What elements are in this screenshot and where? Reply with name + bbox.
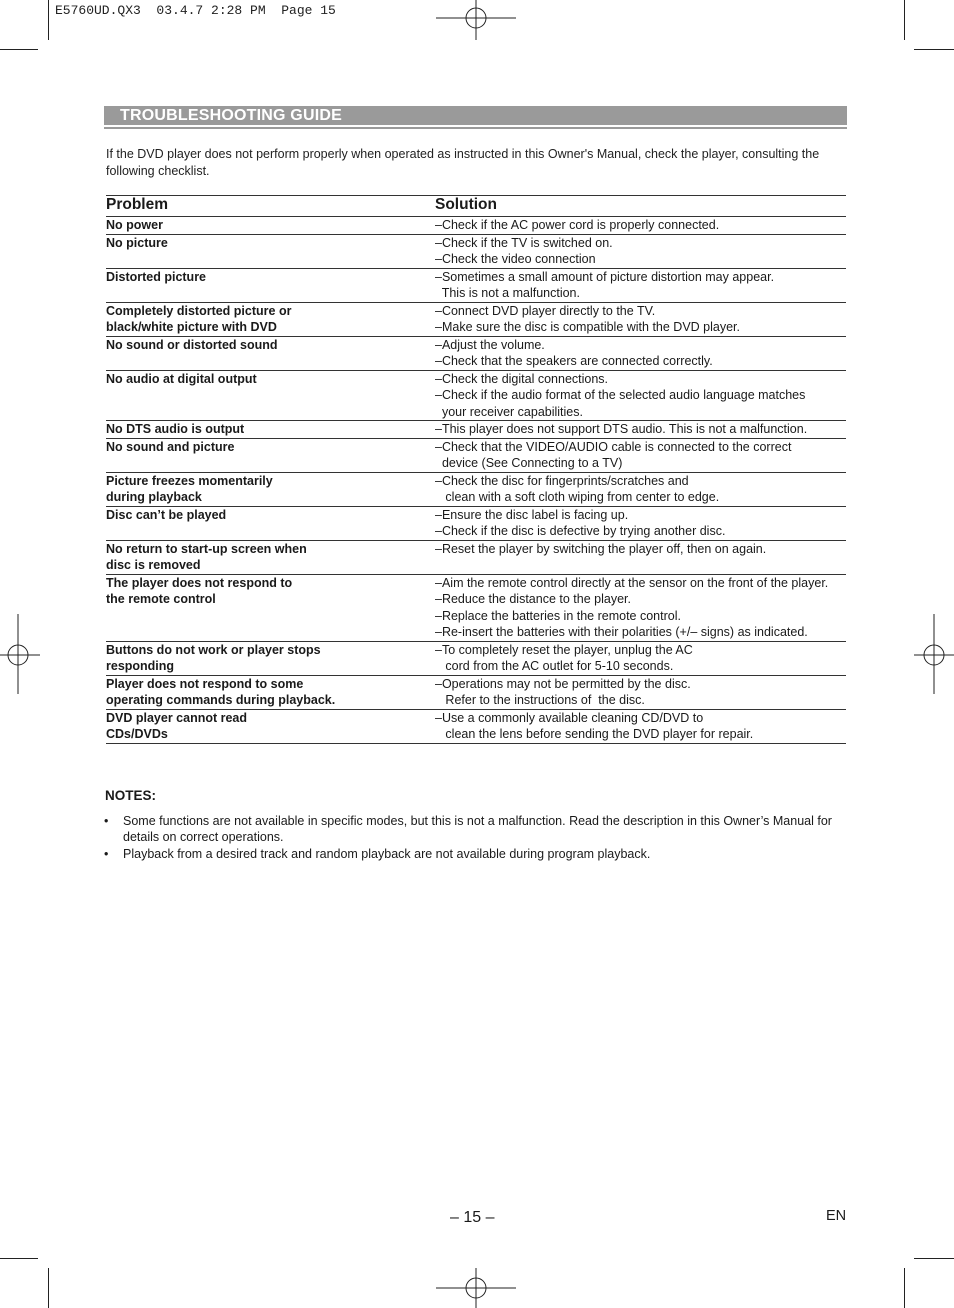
solution-column-header: Solution <box>435 196 497 213</box>
solution-cell <box>435 541 846 574</box>
notes-title: NOTES: <box>105 788 157 803</box>
solution-text: –Check if the AC power cord is properly connected. <box>435 218 720 232</box>
solution-text: –Check the disc for fingerprints/scratches and <box>435 473 689 488</box>
crop-mark <box>904 0 905 40</box>
problem-text: No DTS audio is output <box>106 422 245 436</box>
problem-cell <box>106 575 435 641</box>
problem-text: No audio at digital output <box>106 371 257 386</box>
problem-text: No power <box>106 218 163 232</box>
solution-text: –Check that the VIDEO/AUDIO cable is connected to the correct <box>435 439 792 454</box>
crop-mark <box>904 1268 905 1308</box>
solution-text: –Operations may not be permitted by the disc. <box>435 676 691 691</box>
problem-cell <box>106 439 435 472</box>
solution-text: –Connect DVD player directly to the TV. <box>435 303 656 318</box>
solution-text: –This player does not support DTS audio. This is not a malfunction. <box>435 422 808 436</box>
table-row <box>106 269 846 303</box>
problem-cell <box>106 642 435 675</box>
solution-text: –Check if the disc is defective by trying another disc. <box>435 524 726 538</box>
troubleshooting-table <box>106 195 846 744</box>
solution-cell <box>435 676 846 709</box>
problem-text: Picture freezes momentarily <box>106 473 273 488</box>
solution-text: clean the lens before sending the DVD player for repair. <box>435 727 754 741</box>
solution-text: –Ensure the disc label is facing up. <box>435 507 629 522</box>
crop-mark <box>48 0 49 40</box>
solution-text: clean with a soft cloth wiping from center to edge. <box>435 490 720 504</box>
problem-cell <box>106 303 435 336</box>
solution-text: –Use a commonly available cleaning CD/DVD to <box>435 710 704 725</box>
solution-cell <box>435 575 846 641</box>
solution-text: –Check that the speakers are connected correctly. <box>435 354 713 368</box>
problem-cell <box>106 235 435 268</box>
solution-cell <box>435 710 846 743</box>
table-row <box>106 371 846 422</box>
solution-cell <box>435 507 846 540</box>
table-row <box>106 303 846 337</box>
table-row <box>106 507 846 541</box>
solution-text: –Reset the player by switching the player off, then on again. <box>435 541 767 556</box>
solution-cell <box>435 303 846 336</box>
problem-text: CDs/DVDs <box>106 727 168 741</box>
problem-cell <box>106 337 435 370</box>
language-code: EN <box>826 1208 847 1224</box>
problem-text: No sound and picture <box>106 439 235 454</box>
problem-text: during playback <box>106 490 202 504</box>
registration-mark-bottom-icon <box>436 1268 518 1308</box>
problem-text: black/white picture with DVD <box>106 320 277 334</box>
table-row <box>106 541 846 575</box>
crop-mark <box>0 49 38 50</box>
solution-text: –Adjust the volume. <box>435 337 545 352</box>
problem-cell <box>106 507 435 540</box>
problem-text: the remote control <box>106 592 216 606</box>
solution-cell <box>435 439 846 472</box>
problem-cell <box>106 541 435 574</box>
table-row <box>106 473 846 507</box>
solution-text: –Check if the TV is switched on. <box>435 235 613 250</box>
problem-cell <box>106 710 435 743</box>
solution-text: –Reduce the distance to the player. <box>435 592 631 606</box>
problem-text: operating commands during playback. <box>106 693 336 707</box>
problem-text: Distorted picture <box>106 269 207 284</box>
note-item <box>104 813 849 845</box>
solution-cell <box>435 371 846 421</box>
note-item <box>104 846 849 862</box>
solution-text: –Check if the audio format of the selected audio language matches <box>435 388 806 402</box>
registration-mark-left-icon <box>0 614 40 696</box>
problem-text: No sound or distorted sound <box>106 337 278 352</box>
solution-text: cord from the AC outlet for 5-10 seconds. <box>435 659 674 673</box>
solution-text: –Check the digital connections. <box>435 371 609 386</box>
solution-cell <box>435 269 846 302</box>
problem-text: Buttons do not work or player stops <box>106 642 321 657</box>
problem-text: Disc can’t be played <box>106 507 227 522</box>
intro-paragraph: If the DVD player does not perform properly when operated as instructed in this Owner's Manual, check the player, consulting the following checklist. <box>106 147 820 178</box>
crop-mark <box>0 1258 38 1259</box>
problem-column-header: Problem <box>106 196 169 213</box>
problem-text: Completely distorted picture or <box>106 303 292 318</box>
table-row <box>106 421 846 439</box>
solution-text: –Check the video connection <box>435 252 596 266</box>
crop-mark <box>914 49 954 50</box>
problem-text: disc is removed <box>106 558 201 572</box>
solution-text: –Aim the remote control directly at the sensor on the front of the player. <box>435 575 829 590</box>
table-row <box>106 337 846 371</box>
note-text: Some functions are not available in specific modes, but this is not a malfunction. Read the description in this Owner’s Manual for details on correct operations. <box>123 814 832 844</box>
solution-cell <box>435 421 846 438</box>
problem-cell <box>106 473 435 506</box>
solution-text: –Replace the batteries in the remote control. <box>435 608 681 623</box>
bullet-icon: • <box>104 847 109 861</box>
problem-cell <box>106 269 435 302</box>
solution-cell <box>435 337 846 370</box>
solution-text: –Make sure the disc is compatible with the DVD player. <box>435 320 740 334</box>
notes-list <box>104 813 849 863</box>
problem-cell <box>106 371 435 421</box>
problem-text: No return to start-up screen when <box>106 541 307 556</box>
crop-mark <box>914 1258 954 1259</box>
solution-text: –Re-insert the batteries with their polarities (+/– signs) as indicated. <box>435 625 808 639</box>
print-header: E5760UD.QX3 03.4.7 2:28 PM Page 15 <box>55 3 336 18</box>
table-row <box>106 439 846 473</box>
problem-text: DVD player cannot read <box>106 710 248 725</box>
bullet-icon: • <box>104 814 109 828</box>
solution-text: This is not a malfunction. <box>435 286 580 300</box>
table-row <box>106 676 846 710</box>
registration-mark-top-icon <box>436 0 518 40</box>
problem-text: No picture <box>106 235 168 250</box>
table-row <box>106 235 846 269</box>
solution-cell <box>435 473 846 506</box>
table-row <box>106 575 846 642</box>
problem-text: Player does not respond to some <box>106 676 304 691</box>
page-number: – 15 – <box>450 1209 495 1226</box>
solution-cell <box>435 217 846 234</box>
problem-cell <box>106 676 435 709</box>
solution-text: device (See Connecting to a TV) <box>435 456 623 470</box>
solution-text: Refer to the instructions of the disc. <box>435 693 645 707</box>
table-row <box>106 217 846 235</box>
solution-text: your receiver capabilities. <box>435 404 583 419</box>
section-heading-underline <box>104 127 847 129</box>
solution-text: –To completely reset the player, unplug the AC <box>435 642 693 657</box>
table-row <box>106 710 846 744</box>
solution-text: –Sometimes a small amount of picture distortion may appear. <box>435 269 775 284</box>
section-title: TROUBLESHOOTING GUIDE <box>120 107 342 124</box>
table-header <box>106 196 846 217</box>
problem-text: responding <box>106 659 175 673</box>
note-text: Playback from a desired track and random playback are not available during program playback. <box>123 847 651 861</box>
table-row <box>106 642 846 676</box>
problem-cell <box>106 421 435 438</box>
registration-mark-right-icon <box>914 614 954 696</box>
crop-mark <box>48 1268 49 1308</box>
solution-cell <box>435 235 846 268</box>
solution-cell <box>435 642 846 675</box>
problem-text: The player does not respond to <box>106 575 293 590</box>
table-body <box>106 217 846 744</box>
problem-cell <box>106 217 435 234</box>
